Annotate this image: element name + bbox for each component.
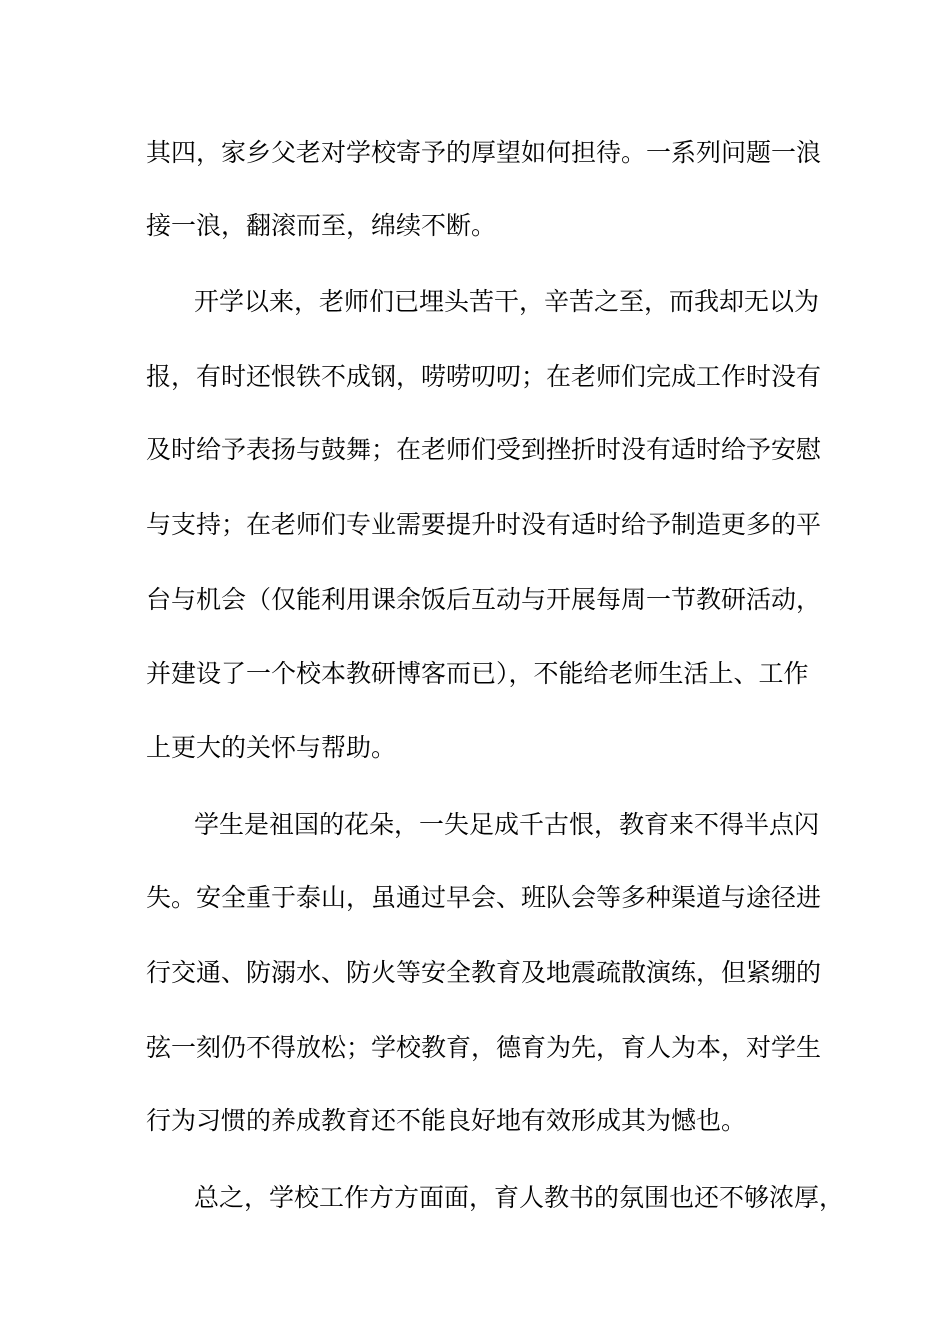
paragraph-line: 弦一刻仍不得放松；学校教育，德育为先，育人为本，对学生 xyxy=(146,1033,822,1062)
paragraph-line: 与支持；在老师们专业需要提升时没有适时给予制造更多的平 xyxy=(146,510,822,539)
paragraph-line: 并建设了一个校本教研博客而已），不能给老师生活上、工作 xyxy=(146,659,809,688)
paragraph-first-line: 开学以来，老师们已埋头苦干，辛苦之至，而我却无以为 xyxy=(194,287,820,316)
paragraph-line: 失。安全重于泰山，虽通过早会、班队会等多种渠道与途径进 xyxy=(146,883,822,912)
paragraph-line: 接一浪，翻滚而至，绵续不断。 xyxy=(146,211,497,240)
paragraph-line: 其四，家乡父老对学校寄予的厚望如何担待。一系列问题一浪 xyxy=(146,138,822,167)
paragraph-line: 及时给予表扬与鼓舞；在老师们受到挫折时没有适时给予安慰 xyxy=(146,435,822,464)
paragraph-line: 行交通、防溺水、防火等安全教育及地震疏散演练，但紧绷的 xyxy=(146,958,822,987)
paragraph-first-line: 总之，学校工作方方面面，育人教书的氛围也还不够浓厚， xyxy=(194,1183,845,1212)
paragraph-first-line: 学生是祖国的花朵，一失足成千古恨，教育来不得半点闪 xyxy=(194,810,820,839)
paragraph-line: 报，有时还恨铁不成钢，唠唠叨叨；在老师们完成工作时没有 xyxy=(146,362,822,391)
paragraph-line: 上更大的关怀与帮助。 xyxy=(146,733,397,762)
paragraph-line: 台与机会（仅能利用课余饭后互动与开展每周一节教研活动， xyxy=(146,585,822,614)
paragraph-line: 行为习惯的养成教育还不能良好地有效形成其为憾也。 xyxy=(146,1106,747,1135)
